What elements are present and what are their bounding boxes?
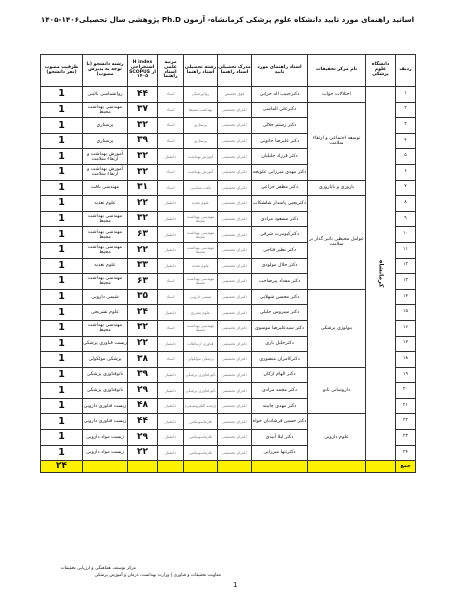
row-number: ۲۲: [396, 414, 416, 430]
advisor-degree: دکترای تخصصی: [218, 320, 252, 336]
column-header: رشته دانشجو (با توجه به پذیرش مصوب): [83, 55, 128, 87]
h-index-value: ۳۲: [128, 118, 158, 134]
student-program: زیست مواد دارویی: [83, 445, 128, 461]
table-body: [41, 87, 416, 473]
advisor-field: مهندسی بهداشت محیط: [184, 274, 218, 290]
total-label: جمع: [396, 461, 416, 473]
footer-line-2: معاونت تحقیقات و فناوری | وزارت بهداشت، درمان و آموزش پزشکی: [94, 573, 221, 579]
capacity-value: 1: [41, 211, 83, 227]
advisor-name: دکتر مقداد پیرصاحب: [252, 274, 308, 290]
row-number: ۶: [396, 164, 416, 180]
student-program: شیمی دارویی: [83, 289, 128, 305]
advisors-table: [40, 54, 416, 473]
capacity-value: 1: [41, 274, 83, 290]
table-row: [41, 180, 416, 196]
column-header: دانشگاه علوم پزشکی: [366, 55, 396, 87]
advisor-field: بهداشت محیط: [184, 102, 218, 118]
advisor-field: نانو فناوری پزشکی: [184, 383, 218, 399]
capacity-value: 1: [41, 289, 83, 305]
h-index-value: ۳۲: [128, 164, 158, 180]
row-number: ۱۶: [396, 320, 416, 336]
advisor-field: فناوری ارتباطات: [184, 336, 218, 352]
advisor-field: علوم تغذیه: [184, 258, 218, 274]
row-number: ۱۸: [396, 352, 416, 368]
capacity-value: 1: [41, 258, 83, 274]
column-header: H index استخراجی از SCOPUS ۱۴۰۵: [128, 55, 158, 87]
advisor-name: دکتر محمد مرادی: [252, 383, 308, 399]
advisor-field: مهندسی بهداشت محیط: [184, 211, 218, 227]
row-number: ۱۴: [396, 289, 416, 305]
column-header: مرتبه علمی استاد راهنما: [158, 55, 184, 87]
capacity-value: 1: [41, 367, 83, 383]
advisor-degree: دکترای تخصصی: [218, 196, 252, 212]
capacity-value: 1: [41, 242, 83, 258]
row-number: ۸: [396, 196, 416, 212]
advisor-degree: دکترای تخصصی: [218, 289, 252, 305]
column-header: ظرفیت مصوب (نفر دانشجو): [41, 55, 83, 87]
advisor-name: دکترخلیل باری: [252, 336, 308, 352]
advisor-rank: دانشیار: [158, 336, 184, 352]
column-header: نام مرکز تحقیقات: [308, 55, 366, 87]
advisor-degree: دکترای تخصصی: [218, 336, 252, 352]
advisor-name: دکتر سیدعلیرضا موسوی: [252, 320, 308, 336]
row-number: ۲۰: [396, 383, 416, 399]
student-program: مهندسی بهداشت محیط: [83, 320, 128, 336]
advisor-name: دکتر الهام ارکان: [252, 367, 308, 383]
capacity-value: 1: [41, 118, 83, 134]
row-number: ۱۵: [396, 305, 416, 321]
row-number: ۱۲: [396, 258, 416, 274]
student-program: زیست فناوری پزشکی: [83, 336, 128, 352]
column-header: ردیف: [396, 55, 416, 87]
advisor-rank: استاد: [158, 180, 184, 196]
advisor-field: نانو فناوری پزشکی: [184, 367, 218, 383]
h-index-value: ۴۸: [128, 398, 158, 414]
advisor-rank: استاد: [158, 320, 184, 336]
student-program: مهندسی بهداشت محیط: [83, 242, 128, 258]
h-index-value: ۳۸: [128, 352, 158, 368]
advisor-rank: دانشیار: [158, 211, 184, 227]
student-program: زیست فناوری دارویی: [83, 414, 128, 430]
page-number: 1: [233, 581, 238, 589]
total-empty-cell: [308, 461, 366, 473]
advisor-field: بافت شناسی: [184, 180, 218, 196]
advisor-field: آموزش بهداشت: [184, 164, 218, 180]
total-empty-cell: [128, 461, 158, 473]
advisor-field: مهندسی بهداشت محیط: [184, 242, 218, 258]
row-number: ۵: [396, 149, 416, 165]
advisor-name: دکتر نظیر فتاحی: [252, 242, 308, 258]
student-program: مهندسی بهداشت محیط: [83, 211, 128, 227]
advisor-field: فارماسوتیکس: [184, 430, 218, 446]
advisor-degree: فوق تخصص: [218, 87, 252, 103]
row-number: ۲۴: [396, 445, 416, 461]
student-program: آموزش بهداشت و ارتقاء سلامت: [83, 164, 128, 180]
h-index-value: ۶۳: [128, 274, 158, 290]
advisor-name: دکتر فرزاد جلیلیان: [252, 149, 308, 165]
advisor-degree: دکترای تخصصی: [218, 367, 252, 383]
column-header: استاد راهنمای مورد تایید: [252, 55, 308, 87]
advisor-rank: استاد: [158, 289, 184, 305]
h-index-value: ۳۳: [128, 258, 158, 274]
advisor-rank: استاد: [158, 274, 184, 290]
h-index-value: ۳۹: [128, 133, 158, 149]
advisor-rank: استاد: [158, 102, 184, 118]
advisor-name: دکترکامران منصوری: [252, 352, 308, 368]
capacity-value: 1: [41, 445, 83, 461]
capacity-value: 1: [41, 305, 83, 321]
advisor-degree: دکترای تخصصی: [218, 430, 252, 446]
table-row: [41, 87, 416, 103]
research-center: عوامل محیطی تاثیر گذار بر سلامت: [308, 196, 366, 290]
advisor-name: دکتریحیی پاسدار شلشکاب: [252, 196, 308, 212]
university-name: کرمانشاه: [366, 87, 396, 461]
h-index-value: ۲۲: [128, 242, 158, 258]
advisor-degree: دکترای تخصصی: [218, 383, 252, 399]
h-index-value: ۳۲: [128, 211, 158, 227]
advisor-field: فارماسوتیکس: [184, 414, 218, 430]
student-program: نانوفناوری پزشکی: [83, 383, 128, 399]
student-program: مهندسی بهداشت محیط: [83, 274, 128, 290]
advisor-rank: استاد: [158, 118, 184, 134]
advisor-field: پرستاری: [184, 133, 218, 149]
row-number: ۱۷: [396, 336, 416, 352]
student-program: نانوفناوری پزشکی: [83, 367, 128, 383]
row-number: ۱۹: [396, 367, 416, 383]
footer: [36, 565, 221, 580]
total-empty-cell: [366, 461, 396, 473]
advisor-degree: دکترای تخصصی: [218, 118, 252, 134]
advisor-rank: دانشیار: [158, 383, 184, 399]
advisor-degree: دکترای تخصصی: [218, 414, 252, 430]
h-index-value: ۳۷: [128, 102, 158, 118]
advisor-field: شیمی دارویی: [184, 289, 218, 305]
advisor-degree: دکترای تخصصی: [218, 133, 252, 149]
capacity-value: 1: [41, 336, 83, 352]
advisor-degree: دکترای تخصصی: [218, 102, 252, 118]
capacity-value: 1: [41, 430, 83, 446]
advisor-field: علوم تغذیه: [184, 196, 218, 212]
advisor-rank: دانشیار: [158, 414, 184, 430]
research-center: علوم دارویی: [308, 414, 366, 461]
capacity-value: 1: [41, 383, 83, 399]
advisor-rank: دانشیار: [158, 227, 184, 243]
student-program: علوم تغذیه: [83, 196, 128, 212]
advisor-field: (رشته الکتروشیمی): [184, 398, 218, 414]
h-index-value: ۳۹: [128, 367, 158, 383]
row-number: ۲۱: [396, 398, 416, 414]
total-empty-cell: [184, 461, 218, 473]
row-number: ۲: [396, 102, 416, 118]
advisor-field: فارماسوتیکس: [184, 445, 218, 461]
student-program: علوم تغذیه: [83, 258, 128, 274]
advisor-name: دکتر محسن شهلایی: [252, 289, 308, 305]
total-value: ۲۴: [41, 461, 83, 473]
research-center: داروسانی نانو: [308, 367, 366, 414]
research-center: باروری و ناباروری: [308, 180, 366, 196]
h-index-value: ۲۲: [128, 196, 158, 212]
table-row: [41, 367, 416, 383]
advisor-degree: دکترای تخصصی: [218, 227, 252, 243]
total-empty-cell: [252, 461, 308, 473]
capacity-value: 1: [41, 87, 83, 103]
row-number: ۲۳: [396, 430, 416, 446]
advisor-degree: دکترای تخصصی: [218, 258, 252, 274]
student-program: مهندسی بهداشت محیط: [83, 227, 128, 243]
student-program: زیست مواد دارویی: [83, 430, 128, 446]
advisor-name: دکتر مسعود مرادی: [252, 211, 308, 227]
advisor-rank: دانشیار: [158, 258, 184, 274]
research-center: اختلالات خواب: [308, 87, 366, 103]
advisor-name: دکترکیومرث شرفی: [252, 227, 308, 243]
advisor-degree: دکترای تخصصی: [218, 180, 252, 196]
total-empty-cell: [83, 461, 128, 473]
row-number: ۱۰: [396, 227, 416, 243]
advisor-rank: دانشیار: [158, 367, 184, 383]
row-number: ۴: [396, 133, 416, 149]
advisor-degree: دکترای تخصصی: [218, 398, 252, 414]
advisor-rank: استاد: [158, 87, 184, 103]
student-program: پرستاری: [83, 133, 128, 149]
capacity-value: 1: [41, 180, 83, 196]
h-index-value: ۳۱: [128, 180, 158, 196]
advisor-degree: دکترای تخصصی: [218, 211, 252, 227]
row-number: ۹: [396, 211, 416, 227]
h-index-value: ۲۴: [128, 305, 158, 321]
footer-line-1: مرکز توسعه، هماهنگی و ارزیابی تحقیقات: [60, 566, 136, 571]
research-center: توسعه اجتماعی و ارتقاء سلامت: [308, 102, 366, 180]
advisor-rank: دانشیار: [158, 149, 184, 165]
h-index-value: ۲۹: [128, 430, 158, 446]
capacity-value: 1: [41, 398, 83, 414]
advisor-degree: دکترای تخصصی: [218, 445, 252, 461]
advisor-rank: استاد: [158, 164, 184, 180]
student-program: زیست فناوری دارویی: [83, 398, 128, 414]
row-number: ۱: [396, 87, 416, 103]
advisor-name: دکترتنها میرزایی: [252, 445, 308, 461]
advisor-rank: دانشیار: [158, 196, 184, 212]
research-center: بیولوژی پزشکی: [308, 289, 366, 367]
advisor-name: دکتر مظفر خزاعی: [252, 180, 308, 196]
row-number: ۱۱: [396, 242, 416, 258]
student-program: روانشناسی بالینی: [83, 87, 128, 103]
capacity-value: 1: [41, 352, 83, 368]
advisor-field: مهندسی بهداشت محیط: [184, 227, 218, 243]
h-index-value: ۲۲: [128, 336, 158, 352]
total-empty-cell: [158, 461, 184, 473]
row-number: ۷: [396, 180, 416, 196]
advisor-name: دکتر مهدی چایبند: [252, 398, 308, 414]
column-header: مدرک تحصیلی استاد راهنما: [218, 55, 252, 87]
advisor-name: دکترعلی الماسی: [252, 102, 308, 118]
advisor-name: دکتر لیلا آبیدی: [252, 430, 308, 446]
advisor-name: دکتر سیروس جلیلی: [252, 305, 308, 321]
capacity-value: 1: [41, 133, 83, 149]
advisor-field: مهندسی بهداشت محیط: [184, 320, 218, 336]
advisor-name: دکتر علیرضا خاتونی: [252, 133, 308, 149]
capacity-value: 1: [41, 164, 83, 180]
table-header-row: [41, 55, 416, 87]
advisor-field: روانپزشکی: [184, 87, 218, 103]
capacity-value: 1: [41, 414, 83, 430]
advisor-field: علوم تشریح: [184, 305, 218, 321]
advisor-name: دکتر رستم جلالی: [252, 118, 308, 134]
student-program: پزشکی مولکولی: [83, 352, 128, 368]
student-program: پرستاری: [83, 118, 128, 134]
column-header: رشته تحصیلی استاد راهنما: [184, 55, 218, 87]
advisor-name: دکتر حلال مولودی: [252, 258, 308, 274]
h-index-value: ۶۳: [128, 227, 158, 243]
student-program: آموزش بهداشت و ارتقاء سلامت: [83, 149, 128, 165]
advisor-degree: دکترای تخصصی: [218, 305, 252, 321]
advisor-name: دکتر حسین فرشادیان خواه: [252, 414, 308, 430]
advisor-degree: دکترای تخصصی: [218, 149, 252, 165]
advisor-rank: دانشیار: [158, 445, 184, 461]
table-row: [41, 289, 416, 305]
student-program: علوم تشریحی: [83, 305, 128, 321]
table-row: [41, 102, 416, 118]
advisor-rank: استاد: [158, 352, 184, 368]
advisor-name: دکترحبیب اله خزایی: [252, 87, 308, 103]
capacity-value: 1: [41, 196, 83, 212]
advisor-rank: دانشیار: [158, 305, 184, 321]
advisor-degree: دکترای تخصصی: [218, 242, 252, 258]
total-row: [41, 461, 416, 473]
table-row: [41, 414, 416, 430]
capacity-value: 1: [41, 102, 83, 118]
advisor-field: پزشکی مولکولی: [184, 352, 218, 368]
document-title: اساتید راهنمای مورد تایید دانشکاه علوم پزشکی کرمانشاه- آزمون Ph.D پژوهشی سال تحصیلی۱۴۰۶-۱۴۰۵: [40, 15, 415, 24]
row-number: ۱۳: [396, 274, 416, 290]
advisor-degree: دکترای تخصصی: [218, 164, 252, 180]
h-index-value: ۲۹: [128, 383, 158, 399]
capacity-value: 1: [41, 227, 83, 243]
student-program: مهندسی بافت: [83, 180, 128, 196]
table-row: [41, 196, 416, 212]
advisor-rank: دانشیار: [158, 430, 184, 446]
capacity-value: 1: [41, 320, 83, 336]
advisor-rank: استاد: [158, 133, 184, 149]
advisor-degree: دکترای تخصصی: [218, 352, 252, 368]
h-index-value: ۳۲: [128, 149, 158, 165]
h-index-value: ۴۴: [128, 414, 158, 430]
student-program: مهندسی بهداشت محیط: [83, 102, 128, 118]
advisor-rank: دانشیار: [158, 398, 184, 414]
h-index-value: ۳۵: [128, 289, 158, 305]
advisor-field: پرستاری: [184, 118, 218, 134]
advisor-degree: دکترای تخصصی: [218, 274, 252, 290]
h-index-value: ۴۴: [128, 87, 158, 103]
row-number: ۳: [396, 118, 416, 134]
h-index-value: ۳۲: [128, 320, 158, 336]
h-index-value: ۲۲: [128, 445, 158, 461]
advisor-rank: دانشیار: [158, 242, 184, 258]
advisor-name: دکتر مهدی میرزایی علویجه: [252, 164, 308, 180]
capacity-value: 1: [41, 149, 83, 165]
advisor-field: آموزش بهداشت: [184, 149, 218, 165]
total-empty-cell: [218, 461, 252, 473]
